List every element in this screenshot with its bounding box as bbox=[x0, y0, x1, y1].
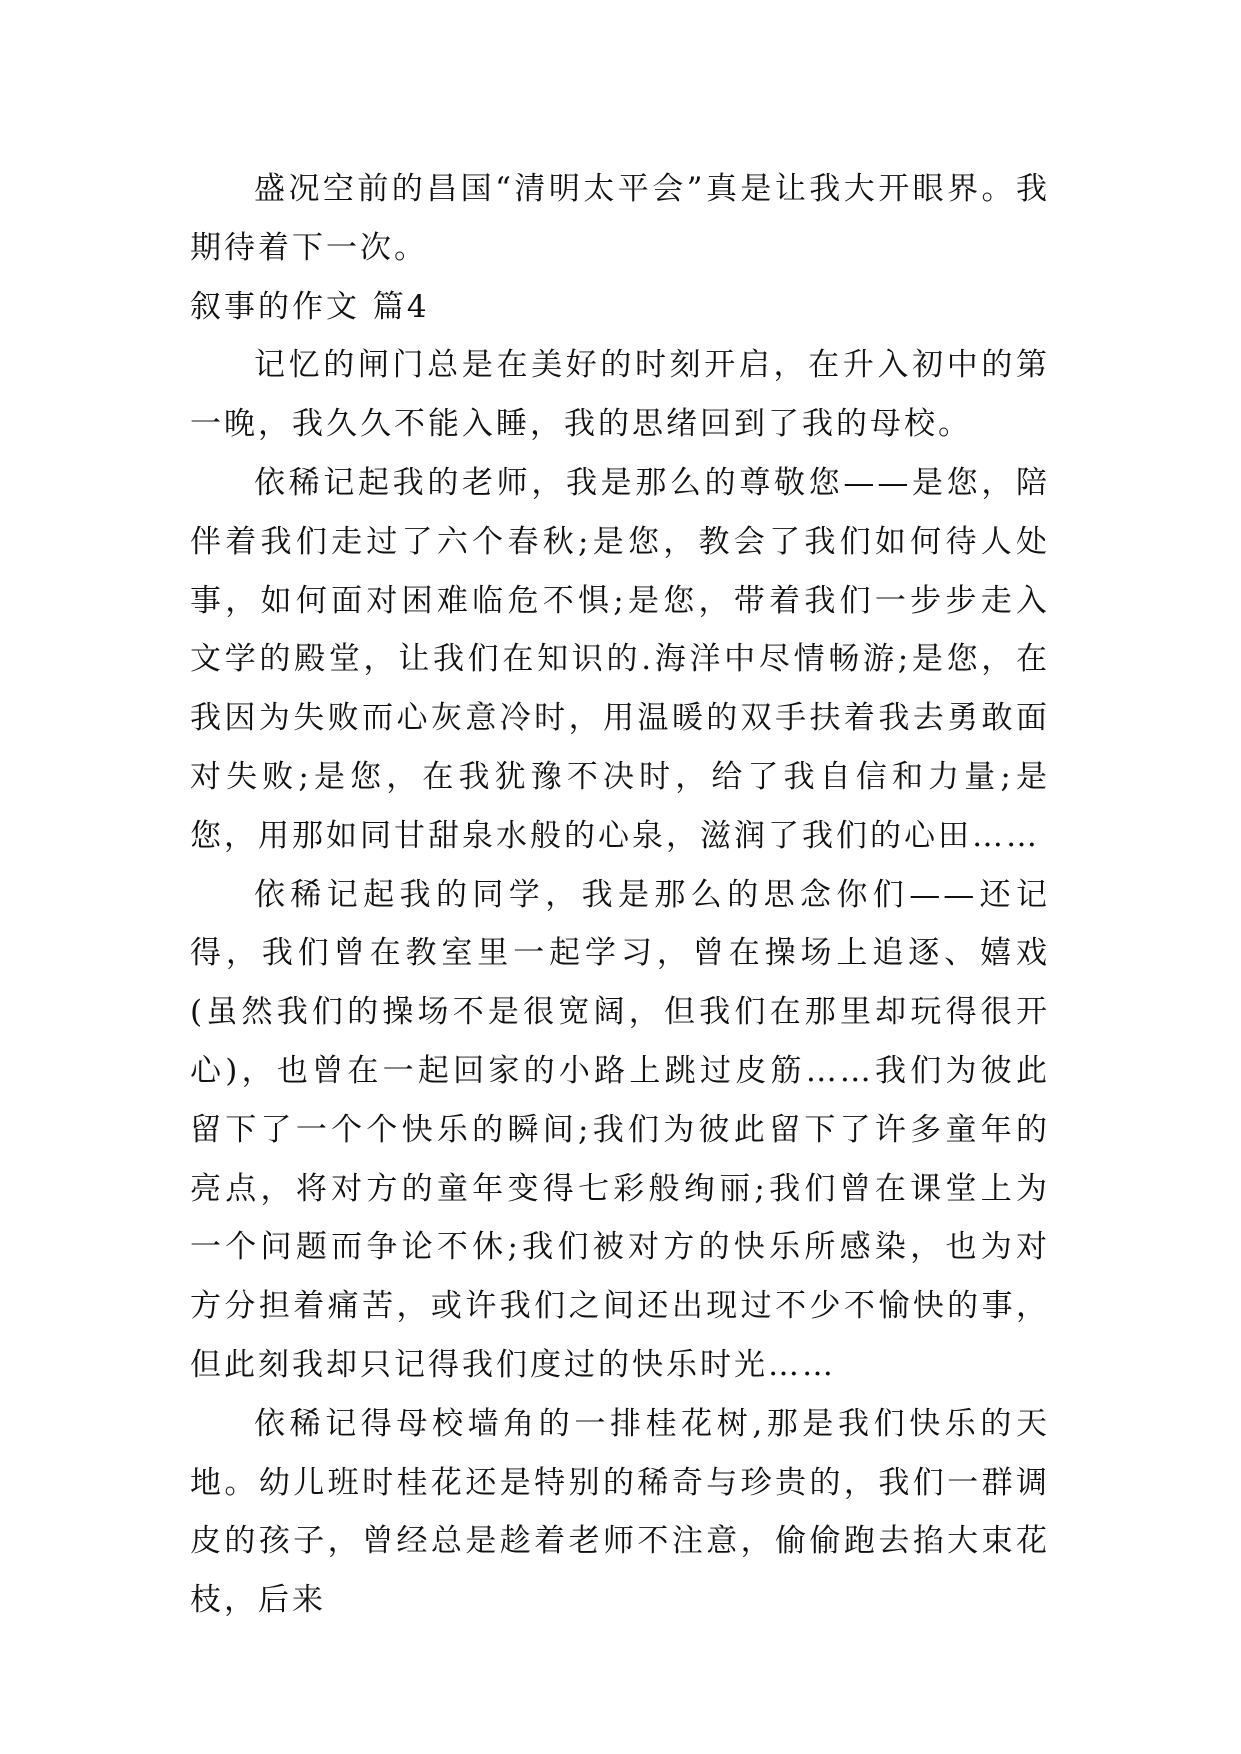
paragraph: 依稀记得母校墙角的一排桂花树,那是我们快乐的天地。幼儿班时桂花还是特别的稀奇与珍贵的，我们一群调皮的孩子，曾经总是趁着老师不注意，偷偷跑去掐大束花枝，后来 bbox=[190, 1405, 1050, 1619]
paragraph: 盛况空前的昌国“清明太平会”真是让我大开眼界。我期待着下一次。 bbox=[190, 171, 1050, 266]
paragraph: 依稀记起我的同学，我是那么的思念你们——还记得，我们曾在教室里一起学习，曾在操场上追逐、嬉戏(虽然我们的操场不是很宽阔，但我们在那里却玩得很开心)，也曾在一起回家的小路上跳过皮筋……我们为彼此留下了一个个快乐的瞬间;我们为彼此留下了许多童年的亮点，将对方的童年变得七彩般绚丽;我们曾在课堂上为一个问题而争论不休;我们被对方的快乐所感染，也为对方分担着痛苦，或许我们之间还出现过不少不愉快的事，但此刻我却只记得我们度过的快乐时光…… bbox=[190, 876, 1050, 1383]
document-body bbox=[190, 160, 1050, 1630]
paragraph: 记忆的闸门总是在美好的时刻开启，在升入初中的第一晚，我久久不能入睡，我的思绪回到了我的母校。 bbox=[190, 347, 1050, 443]
section-heading: 叙事的作文 篇4 bbox=[190, 288, 430, 325]
paragraph: 依稀记起我的老师，我是那么的尊敬您——是您，陪伴着我们走过了六个春秋;是您，教会了我们如何待人处事，如何面对困难临危不惧;是您，带着我们一步步走入文学的殿堂，让我们在知识的.海洋中尽情畅游;是您，在我因为失败而心灰意冷时，用温暖的双手扶着我去勇敢面对失败;是您，在我犹豫不决时，给了我自信和力量;是您，用那如同甘甜泉水般的心泉，滋润了我们的心田…… bbox=[190, 464, 1050, 854]
